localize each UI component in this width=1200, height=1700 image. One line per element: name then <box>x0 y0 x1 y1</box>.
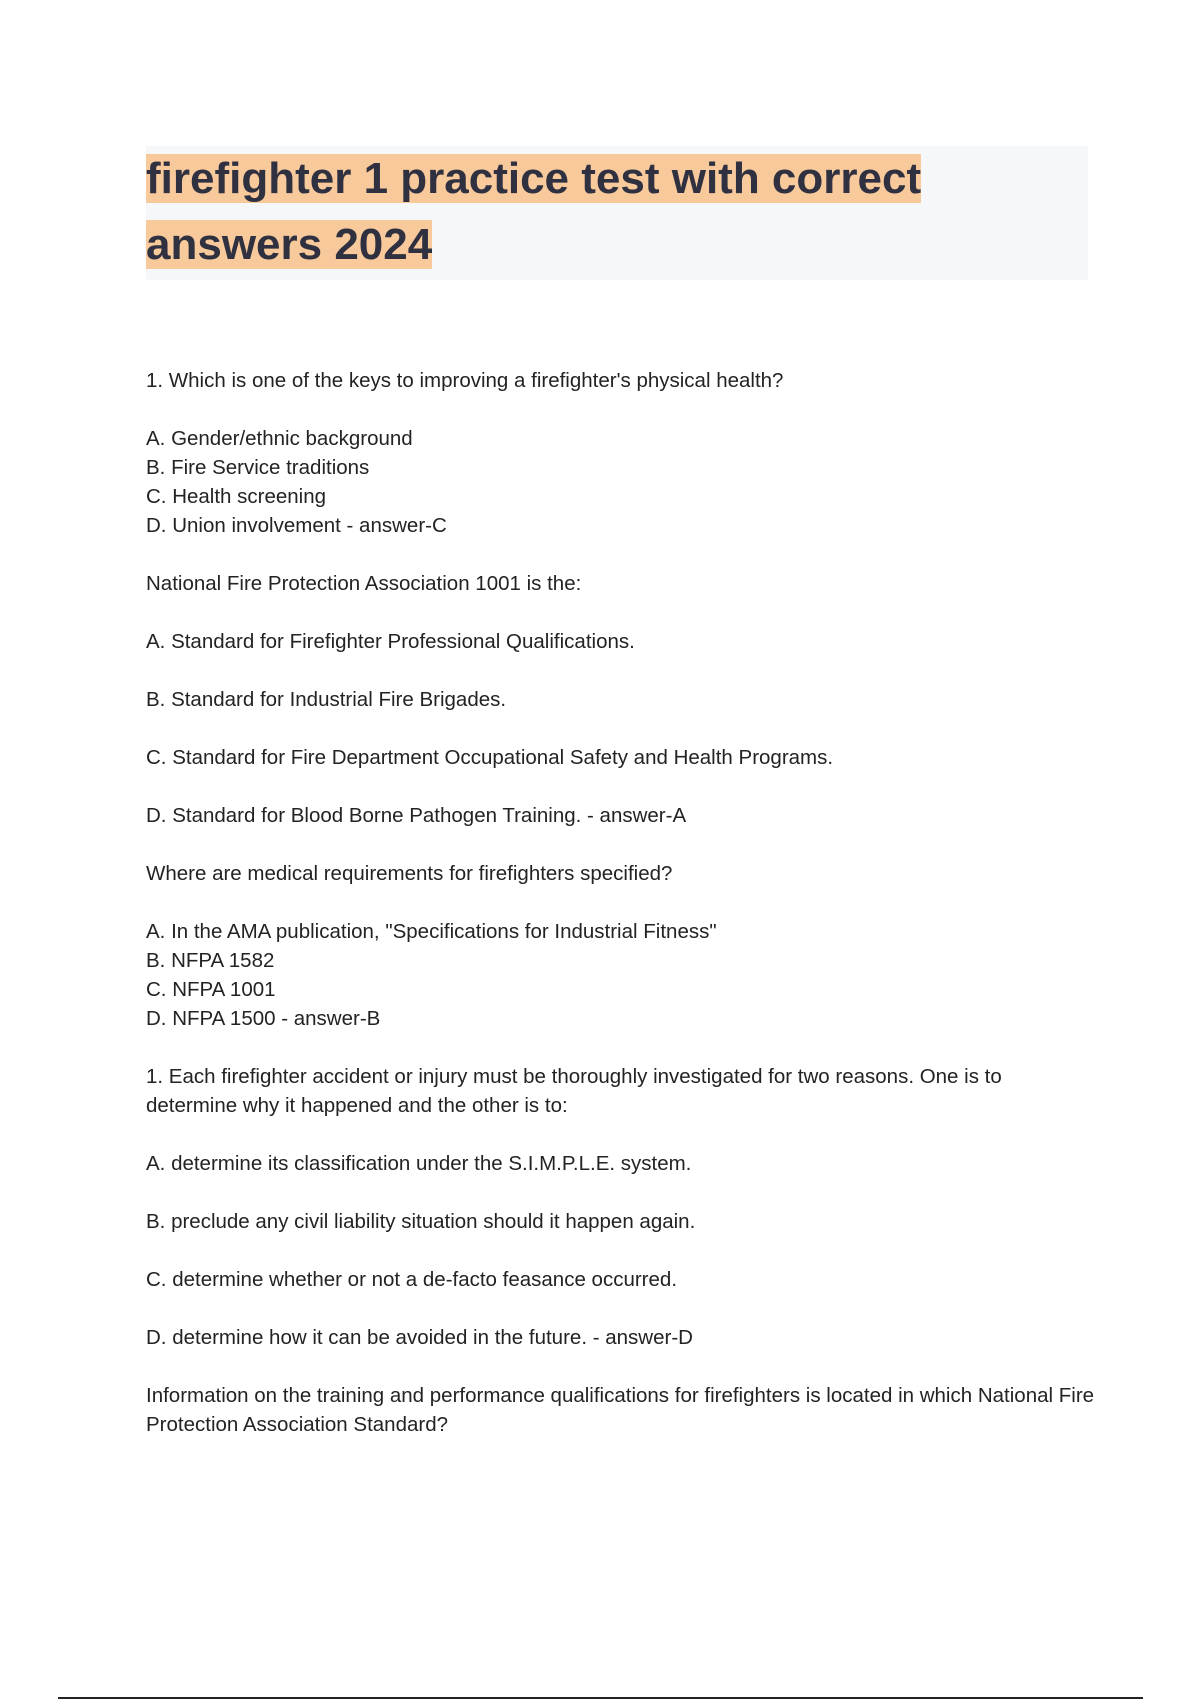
answer-option: D. Union involvement - answer-C <box>146 514 447 537</box>
answer-option: B. Fire Service traditions <box>146 456 370 479</box>
document-body <box>146 366 1096 1439</box>
question-text: National Fire Protection Association 1001 is the: <box>146 572 582 595</box>
answer-option: A. determine its classification under the S.I.M.P.L.E. system. <box>146 1152 692 1175</box>
answer-option: A. In the AMA publication, "Specifications for Industrial Fitness" <box>146 920 717 943</box>
answer-option: A. Gender/ethnic background <box>146 427 413 450</box>
answer-option: D. Standard for Blood Borne Pathogen Training. - answer-A <box>146 804 687 827</box>
question-text: 1. Which is one of the keys to improving a firefighter's physical health? <box>146 369 784 392</box>
answer-option: B. NFPA 1582 <box>146 949 275 972</box>
answer-option: C. NFPA 1001 <box>146 978 276 1001</box>
answer-option: A. Standard for Firefighter Professional Qualifications. <box>146 630 635 653</box>
footer-divider <box>58 1697 1143 1699</box>
question-text: Where are medical requirements for firefighters specified? <box>146 862 673 885</box>
title-block <box>146 146 1088 280</box>
document-title: firefighter 1 practice test with correct answers 2024 <box>146 154 922 269</box>
question-text: Information on the training and performance qualifications for firefighters is located in which National Fire Protection Association Standard? <box>146 1384 1095 1436</box>
answer-option: C. Standard for Fire Department Occupational Safety and Health Programs. <box>146 746 834 769</box>
answer-option: D. determine how it can be avoided in the future. - answer-D <box>146 1326 693 1349</box>
answer-option: C. Health screening <box>146 485 327 508</box>
answer-option: C. determine whether or not a de-facto feasance occurred. <box>146 1268 678 1291</box>
answer-option: D. NFPA 1500 - answer-B <box>146 1007 381 1030</box>
question-text: 1. Each firefighter accident or injury must be thoroughly investigated for two reasons. One is to determine why it happened and the other is to: <box>146 1065 1002 1117</box>
answer-option: B. Standard for Industrial Fire Brigades. <box>146 688 507 711</box>
answer-option: B. preclude any civil liability situation should it happen again. <box>146 1210 696 1233</box>
